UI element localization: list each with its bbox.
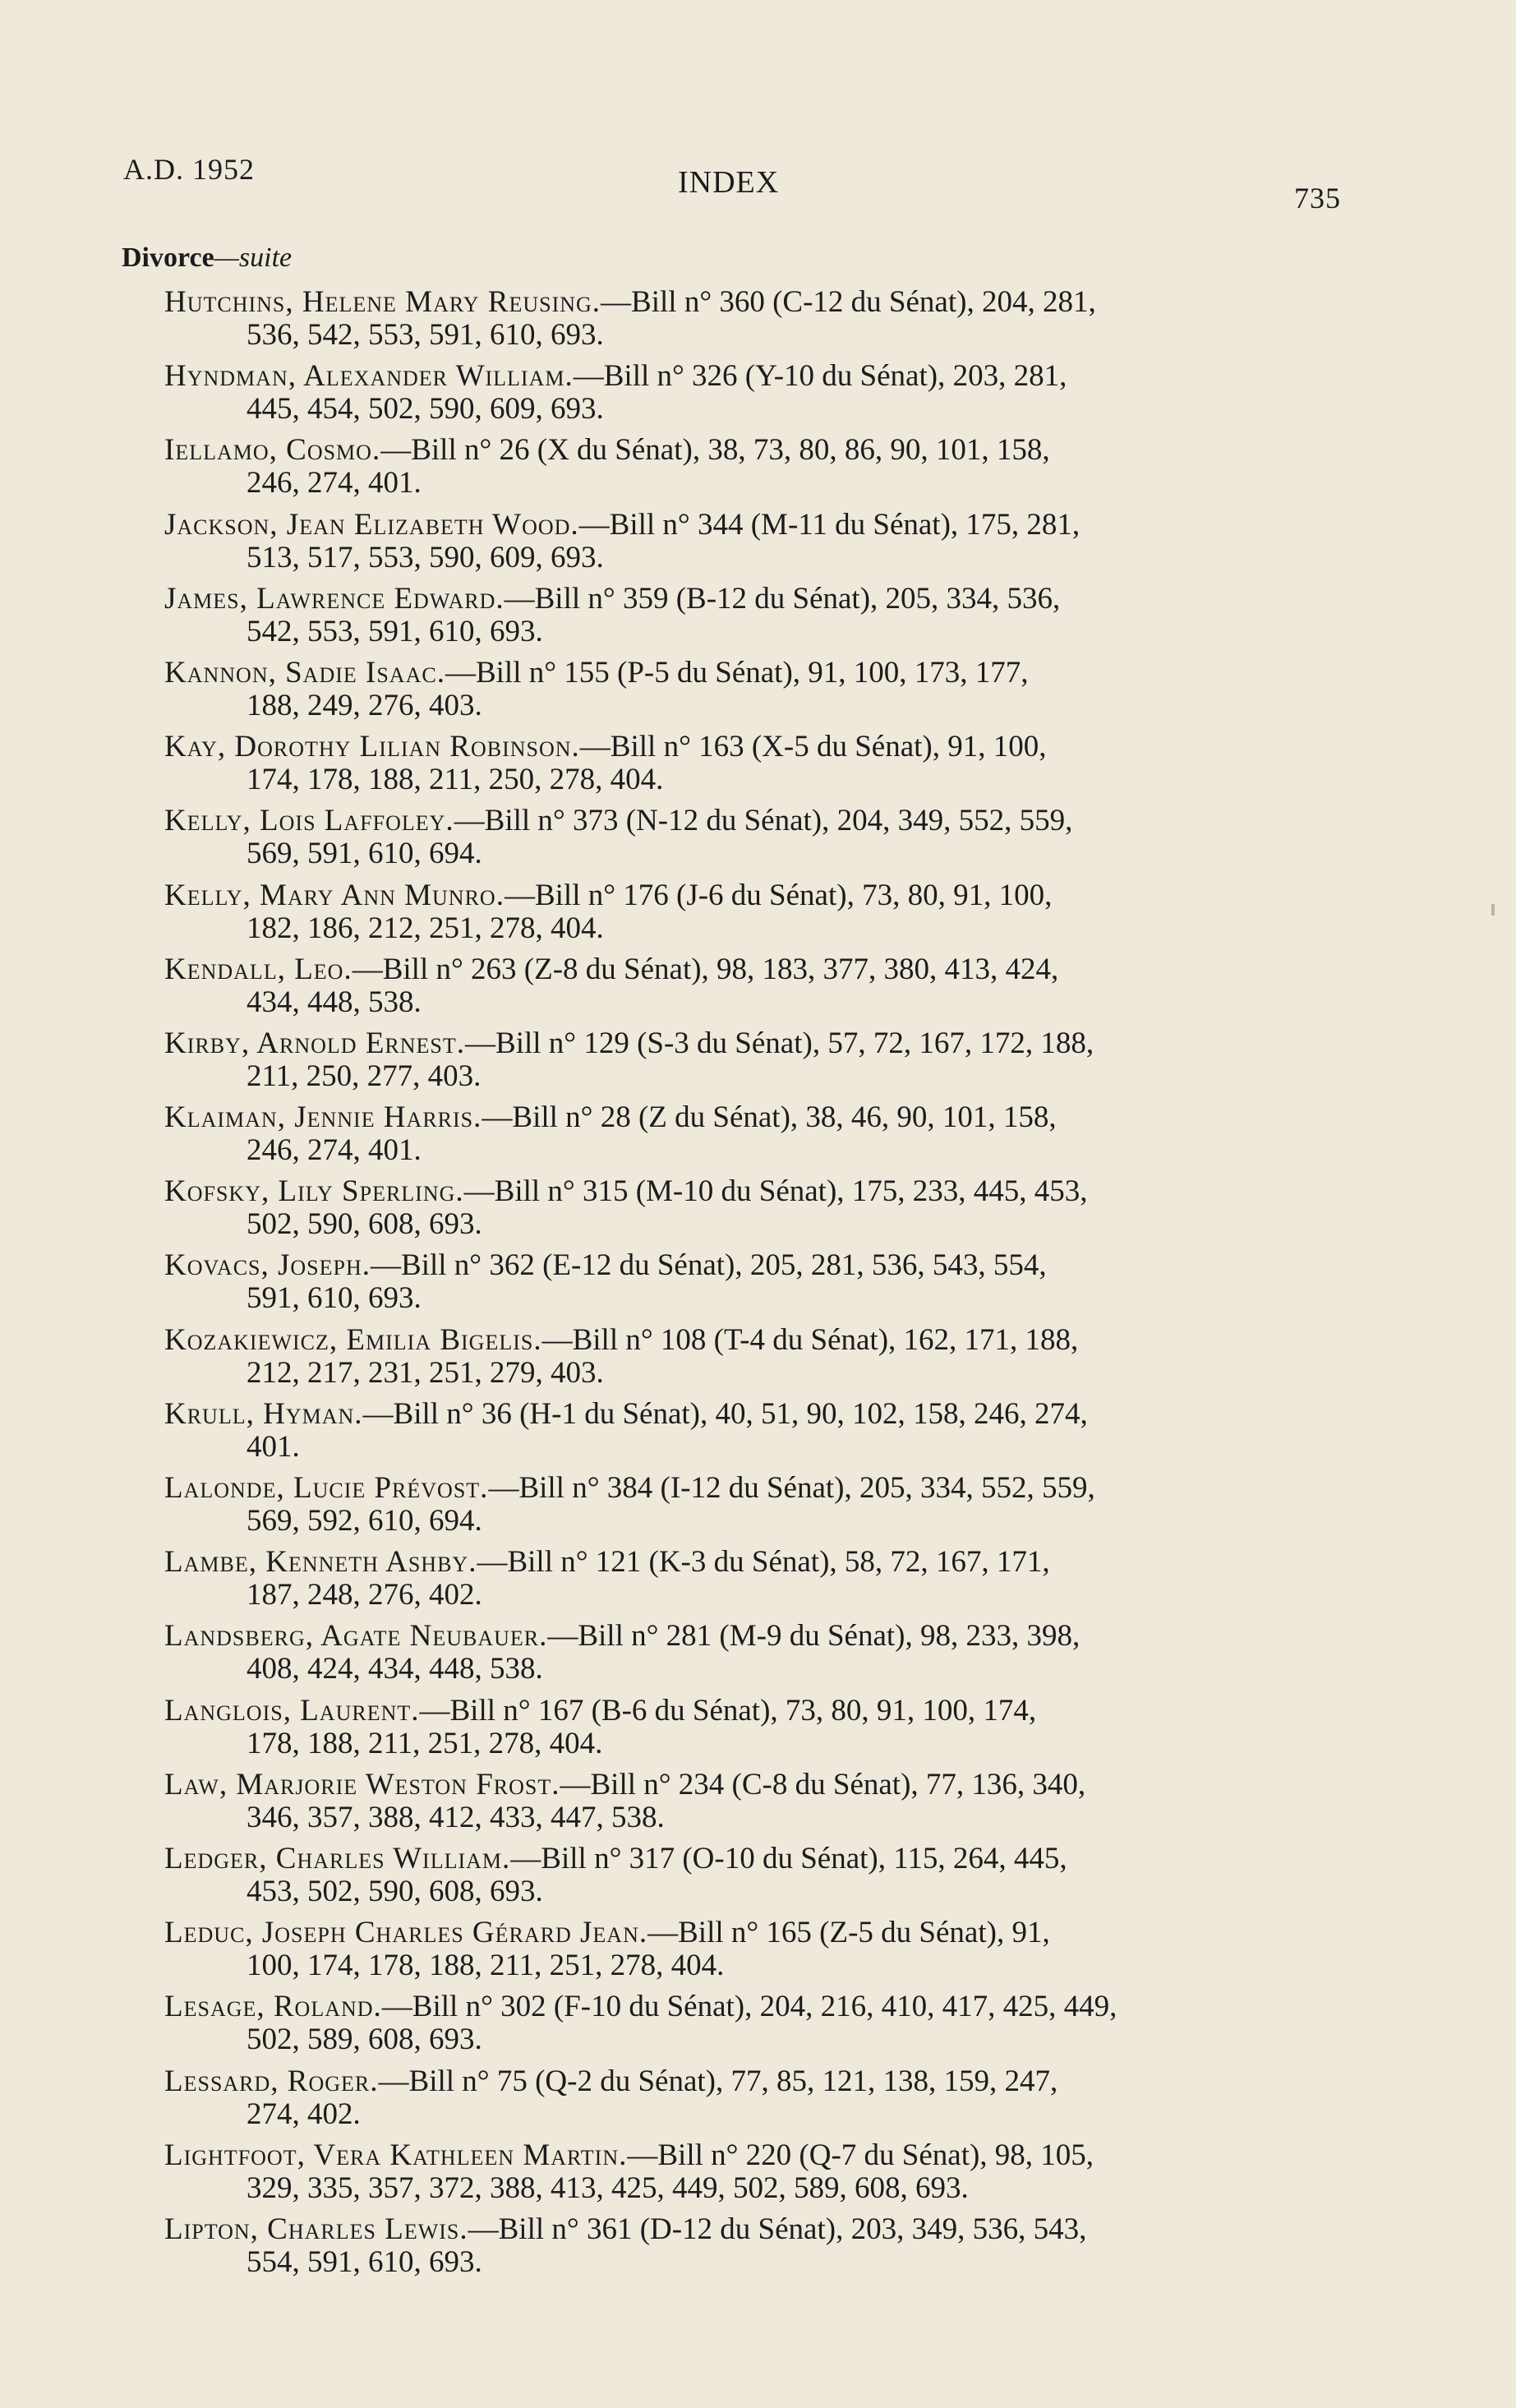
index-entry-bill-reference: —Bill n° 108 (T-4 du Sénat), 162, 171, 188, [541, 1322, 1079, 1357]
index-entry [164, 2065, 1331, 2139]
index-entry-name: Kozakiewicz, Emilia Bigelis. [164, 1322, 542, 1357]
index-entry-bill-reference: —Bill n° 263 (Z-8 du Sénat), 98, 183, 377, 380, 413, 424, [352, 952, 1059, 986]
index-entry-bill-reference: —Bill n° 359 (B-12 du Sénat), 205, 334, 536, [504, 581, 1061, 616]
index-entry-page-refs: 187, 248, 276, 402. [247, 1578, 482, 1612]
index-entry-page-refs: 569, 591, 610, 694. [247, 837, 482, 871]
index-entry [164, 1249, 1331, 1323]
index-entry-bill-reference: —Bill n° 317 (O-10 du Sénat), 115, 264, 445, [510, 1841, 1067, 1875]
index-entry [164, 1695, 1331, 1769]
margin-mark [1491, 904, 1495, 916]
index-entry [164, 1620, 1331, 1694]
index-entry-name: Law, Marjorie Weston Frost. [164, 1767, 560, 1801]
index-entry-first-line [164, 360, 1331, 393]
index-entry [164, 1027, 1331, 1101]
index-entry-page-refs: 174, 178, 188, 211, 250, 278, 404. [247, 763, 664, 797]
index-entry-first-line [164, 731, 1331, 763]
index-entry [164, 1398, 1331, 1472]
index-entry-page-refs: 434, 448, 538. [247, 985, 422, 1019]
index-entry-page-refs: 246, 274, 401. [247, 466, 422, 501]
index-entry-page-refs: 453, 502, 590, 608, 693. [247, 1874, 543, 1908]
index-entry-bill-reference: —Bill n° 384 (I-12 du Sénat), 205, 334, 552, 559, [488, 1471, 1095, 1505]
index-entry-page-refs: 408, 424, 434, 448, 538. [247, 1652, 543, 1686]
index-entry-bill-reference: —Bill n° 326 (Y-10 du Sénat), 203, 281, [573, 359, 1067, 394]
page-year-header: A.D. 1952 [123, 153, 255, 186]
index-entry-first-line [164, 1249, 1331, 1282]
index-entry-name: Jackson, Jean Elizabeth Wood. [164, 507, 579, 542]
index-entry-name: Ledger, Charles William. [164, 1841, 511, 1875]
index-entry-bill-reference: —Bill n° 344 (M-11 du Sénat), 175, 281, [578, 507, 1081, 542]
index-entry-bill-reference: —Bill n° 176 (J-6 du Sénat), 73, 80, 91, 100, [504, 878, 1053, 912]
index-entry-bill-reference: —Bill n° 281 (M-9 du Sénat), 98, 233, 398, [547, 1619, 1081, 1654]
page-number: 735 [1294, 182, 1341, 215]
index-entry-bill-reference: —Bill n° 167 (B-6 du Sénat), 73, 80, 91, 100, 174, [419, 1693, 1037, 1728]
index-entry-bill-reference: —Bill n° 129 (S-3 du Sénat), 57, 72, 167, 172, 188, [465, 1026, 1094, 1060]
index-entry-name: Iellamo, Cosmo. [164, 433, 381, 468]
index-entry-bill-reference: —Bill n° 26 (X du Sénat), 38, 73, 80, 86, 90, 101, 158, [380, 433, 1050, 468]
index-entry [164, 1324, 1331, 1398]
index-entry-page-refs: 274, 402. [247, 2097, 361, 2131]
index-entry-page-refs: 554, 591, 610, 693. [247, 2244, 482, 2279]
index-entry-bill-reference: —Bill n° 302 (F-10 du Sénat), 204, 216, 410, 417, 425, 449, [381, 1990, 1117, 2024]
index-entry-first-line [164, 1991, 1331, 2023]
index-entry-name: Kelly, Lois Laffoley. [164, 804, 454, 838]
index-entry-name: Kannon, Sadie Isaac. [164, 655, 445, 690]
index-entry-bill-reference: —Bill n° 220 (Q-7 du Sénat), 98, 105, [627, 2138, 1094, 2172]
index-entry [164, 2139, 1331, 2213]
index-entry [164, 731, 1331, 805]
index-entry-name: Kirby, Arnold Ernest. [164, 1026, 466, 1060]
index-entry-bill-reference: —Bill n° 373 (N-12 du Sénat), 204, 349, 552, 559, [454, 804, 1073, 838]
index-entry-first-line [164, 2213, 1331, 2246]
index-entry-name: Lambe, Kenneth Ashby. [164, 1545, 477, 1580]
index-entry-page-refs: 100, 174, 178, 188, 211, 251, 278, 404. [247, 1949, 725, 1983]
section-heading-suffix: —suite [214, 242, 293, 273]
index-entry [164, 2213, 1331, 2287]
index-entry [164, 1546, 1331, 1620]
index-entry-page-refs: 188, 249, 276, 403. [247, 688, 482, 722]
index-entry-name: Lessard, Roger. [164, 2064, 379, 2098]
index-entry-bill-reference: —Bill n° 28 (Z du Sénat), 38, 46, 90, 101, 158, [482, 1100, 1057, 1135]
index-entry-name: Kovacs, Joseph. [164, 1248, 371, 1283]
index-entry-page-refs: 178, 188, 211, 251, 278, 404. [247, 1726, 603, 1760]
index-entry-first-line [164, 1769, 1331, 1801]
index-entry-name: Hyndman, Alexander William. [164, 359, 574, 394]
index-entry [164, 360, 1331, 434]
index-entry [164, 805, 1331, 879]
index-entry-page-refs: 182, 186, 212, 251, 278, 404. [247, 911, 604, 945]
index-entry [164, 657, 1331, 731]
index-entry-page-refs: 246, 274, 401. [247, 1133, 422, 1168]
index-entry-first-line [164, 1620, 1331, 1653]
page-title: INDEX [678, 165, 780, 200]
index-entry-first-line [164, 879, 1331, 912]
index-entry-bill-reference: —Bill n° 315 (M-10 du Sénat), 175, 233, 445, 453, [463, 1174, 1088, 1209]
index-entry-first-line [164, 2139, 1331, 2172]
index-entry-first-line [164, 1695, 1331, 1728]
index-entry [164, 1101, 1331, 1175]
section-heading [122, 242, 292, 274]
index-entry-first-line [164, 1546, 1331, 1579]
index-entry-bill-reference: —Bill n° 163 (X-5 du Sénat), 91, 100, [579, 730, 1047, 764]
index-entry-first-line [164, 1324, 1331, 1357]
index-entry [164, 879, 1331, 953]
index-entry-first-line [164, 434, 1331, 467]
index-entry-first-line [164, 953, 1331, 986]
index-entry-bill-reference: —Bill n° 121 (K-3 du Sénat), 58, 72, 167, 171, [477, 1545, 1050, 1580]
index-entry-first-line [164, 2065, 1331, 2098]
index-entry-first-line [164, 1472, 1331, 1505]
index-entry-name: Kofsky, Lily Sperling. [164, 1174, 464, 1209]
index-entry [164, 509, 1331, 583]
index-entry-first-line [164, 286, 1331, 319]
index-entry-bill-reference: —Bill n° 155 (P-5 du Sénat), 91, 100, 173, 177, [445, 655, 1029, 690]
index-entry-page-refs: 591, 610, 693. [247, 1281, 422, 1316]
index-entry-bill-reference: —Bill n° 234 (C-8 du Sénat), 77, 136, 340, [560, 1767, 1086, 1801]
index-entry [164, 1843, 1331, 1917]
index-entry-bill-reference: —Bill n° 165 (Z-5 du Sénat), 91, [647, 1916, 1050, 1950]
index-entry-page-refs: 329, 335, 357, 372, 388, 413, 425, 449, 502, 589, 608, 693. [247, 2170, 969, 2205]
index-entry-first-line [164, 1917, 1331, 1949]
index-entry-first-line [164, 509, 1331, 542]
index-entry-first-line [164, 805, 1331, 837]
index-entry-bill-reference: —Bill n° 361 (D-12 du Sénat), 203, 349, 536, 543, [468, 2212, 1087, 2246]
index-entry [164, 1175, 1331, 1249]
index-entry-name: Kay, Dorothy Lilian Robinson. [164, 730, 580, 764]
index-entry-name: Krull, Hyman. [164, 1396, 363, 1431]
index-entry-name: Lipton, Charles Lewis. [164, 2212, 468, 2246]
index-entry-page-refs: 513, 517, 553, 590, 609, 693. [247, 540, 604, 574]
index-entry-first-line [164, 1101, 1331, 1134]
index-entry [164, 434, 1331, 508]
index-entry [164, 953, 1331, 1027]
index-entry [164, 1991, 1331, 2064]
index-entry-first-line [164, 583, 1331, 616]
index-entry [164, 1472, 1331, 1546]
index-entry-page-refs: 542, 553, 591, 610, 693. [247, 614, 543, 648]
index-entry-name: Lalonde, Lucie Prévost. [164, 1471, 489, 1505]
index-entry-name: Klaiman, Jennie Harris. [164, 1100, 482, 1135]
index-entry-page-refs: 569, 592, 610, 694. [247, 1504, 482, 1538]
index-entry-name: Leduc, Joseph Charles Gérard Jean. [164, 1916, 648, 1950]
index-entry-page-refs: 502, 589, 608, 693. [247, 2023, 482, 2057]
index-entry-page-refs: 536, 542, 553, 591, 610, 693. [247, 318, 604, 352]
index-entry-bill-reference: —Bill n° 360 (C-12 du Sénat), 204, 281, [601, 285, 1096, 319]
index-entry [164, 286, 1331, 360]
index-entry-page-refs: 346, 357, 388, 412, 433, 447, 538. [247, 1800, 665, 1834]
index-entry-page-refs: 401. [247, 1429, 300, 1464]
index-entry-name: Langlois, Laurent. [164, 1693, 420, 1728]
index-entry-page-refs: 211, 250, 277, 403. [247, 1059, 482, 1093]
index-entry-page-refs: 502, 590, 608, 693. [247, 1207, 482, 1242]
index-entry [164, 1769, 1331, 1843]
section-heading-label: Divorce [122, 242, 214, 273]
index-entry-bill-reference: —Bill n° 75 (Q-2 du Sénat), 77, 85, 121, 138, 159, 247, [378, 2064, 1058, 2098]
index-entry-first-line [164, 1175, 1331, 1208]
index-entry-page-refs: 445, 454, 502, 590, 609, 693. [247, 392, 604, 427]
index-entry-name: Lightfoot, Vera Kathleen Martin. [164, 2138, 628, 2172]
index-entry-name: Lesage, Roland. [164, 1990, 382, 2024]
index-entry-first-line [164, 1398, 1331, 1431]
index-entry-first-line [164, 1843, 1331, 1875]
index-entry-name: Landsberg, Agate Neubauer. [164, 1619, 548, 1654]
index-entry [164, 1917, 1331, 1991]
index-entry-name: James, Lawrence Edward. [164, 581, 505, 616]
index-entry-first-line [164, 1027, 1331, 1060]
index-entry-name: Kelly, Mary Ann Munro. [164, 878, 505, 912]
index-entry-bill-reference: —Bill n° 36 (H-1 du Sénat), 40, 51, 90, 102, 158, 246, 274, [362, 1396, 1088, 1431]
index-entry-list [164, 286, 1331, 2287]
index-entry-first-line [164, 657, 1331, 690]
index-entry-bill-reference: —Bill n° 362 (E-12 du Sénat), 205, 281, 536, 543, 554, [371, 1248, 1047, 1283]
index-entry-name: Hutchins, Helene Mary Reusing. [164, 285, 601, 319]
index-entry-page-refs: 212, 217, 231, 251, 279, 403. [247, 1355, 604, 1390]
index-entry [164, 583, 1331, 657]
index-entry-name: Kendall, Leo. [164, 952, 353, 986]
